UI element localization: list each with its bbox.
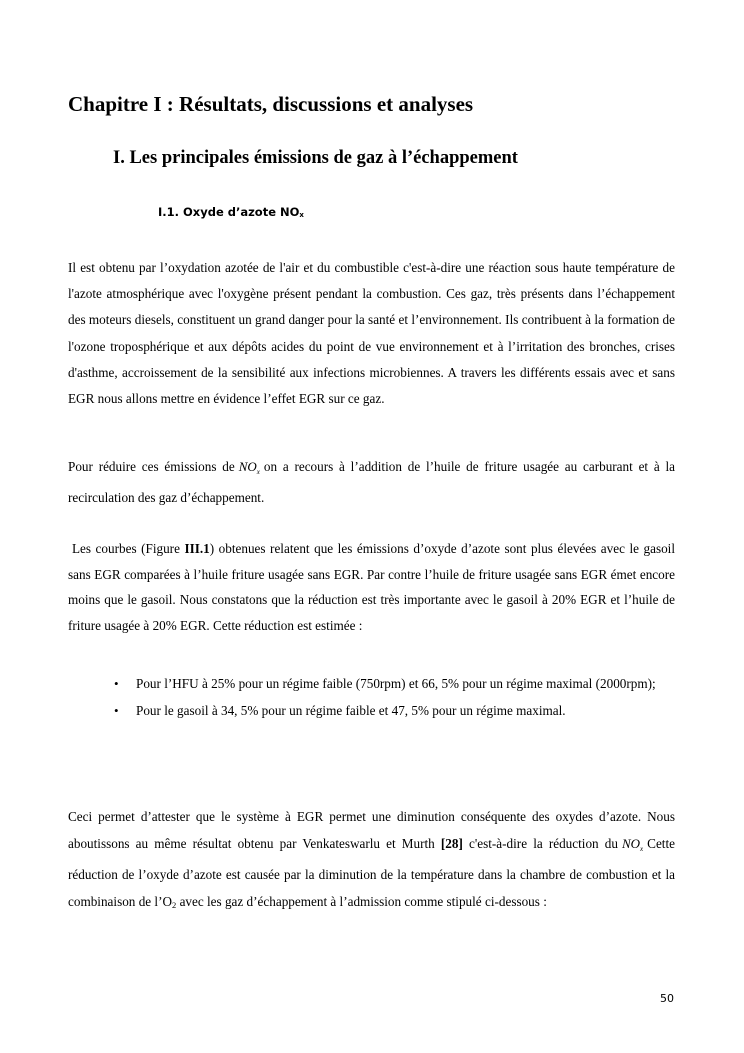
section-title: I. Les principales émissions de gaz à l’échappement	[113, 148, 518, 168]
reduction-list	[114, 671, 674, 723]
nox-formula-base: NO	[238, 459, 257, 474]
paragraph2-text-before: Pour réduire ces émissions de	[68, 459, 235, 474]
paragraph4-part1: Ceci permet d’attester que le système à EGR permet une diminution conséquente des oxydes d’azote. Nous aboutissons au même résultat obtenu par Venkateswarlu et Murth	[68, 809, 675, 851]
paragraph-reduction-methods	[68, 454, 675, 511]
nox-formula-subscript: x	[256, 468, 260, 476]
bullet-icon: •	[114, 702, 119, 718]
nox-formula	[618, 836, 647, 851]
citation-reference: [28]	[440, 835, 463, 851]
paragraph3-text-before: Les courbes (Figure	[72, 541, 180, 556]
list-item-text: Pour l’HFU à 25% pour un régime faible (750rpm) et 66, 5% pour un régime maximal (2000rpm);	[136, 676, 656, 691]
figure-reference: III.1	[184, 541, 210, 556]
paragraph4-part2: c'est-à-dire la réduction du	[469, 835, 618, 851]
paragraph-conclusion	[68, 804, 675, 918]
list-item-text: Pour le gasoil à 34, 5% pour un régime faible et 47, 5% pour un régime maximal.	[136, 702, 566, 718]
list-item	[114, 671, 674, 697]
nox-formula-subscript: x	[640, 844, 644, 853]
nox-formula	[235, 459, 264, 474]
oxygen-subscript: 2	[172, 899, 177, 910]
list-item	[114, 698, 674, 724]
nox-formula-base: NO	[621, 835, 641, 851]
paragraph4-part3: Cette réduction de l’oxyde d’azote est causée par la diminution de la température dans la chambre de combustion et la combinaison de l’O	[68, 835, 675, 909]
paragraph-curves-analysis	[68, 536, 675, 638]
paragraph3-text-after: ) obtenues relatent que les émissions d’oxyde d’azote sont plus élevées avec le gasoil sans EGR comparées à l’huile friture usagée sans EGR. Par contre l’huile de friture usagée sans EGR émet encore moins que le gasoil. Nous constatons que la réduction est très importante avec le gasoil à 20% EGR et l’huile de friture usagée à 20% EGR. Cette réduction est estimée :	[68, 541, 676, 633]
subsection-title-text: I.1. Oxyde d’azote NO	[158, 205, 300, 219]
paragraph-definition: Il est obtenu par l’oxydation azotée de l'air et du combustible c'est-à-dire une réaction sous haute température de l'azote atmosphérique avec l'oxygène présent pendant la combustion. Ces gaz, très présents dans l’échappement des moteurs diesels, constituent un grand danger pour la santé et l’environnement. Ils contribuent à la formation de l'ozone troposphérique et aux dépôts acides du point de vue environnement et à l’irritation des bronches, crises d'asthme, accroissement de la sensibilité aux infections microbiennes. A travers les différents essais avec et sans EGR nous allons mettre en évidence l’effet EGR sur ce gaz.	[68, 260, 675, 407]
paragraph4-part4: avec les gaz d’échappement à l’admission comme stipulé ci-dessous :	[179, 893, 547, 909]
subsection-title	[158, 203, 304, 224]
bullet-icon: •	[114, 676, 119, 691]
subsection-title-subscript: x	[299, 211, 304, 219]
page-number: 50	[660, 992, 674, 1005]
paragraph2-text-after: on a recours à l’addition de l’huile de friture usagée au carburant et à la recirculation des gaz d’échappement.	[68, 459, 676, 505]
chapter-title: Chapitre I : Résultats, discussions et analyses	[68, 92, 474, 116]
